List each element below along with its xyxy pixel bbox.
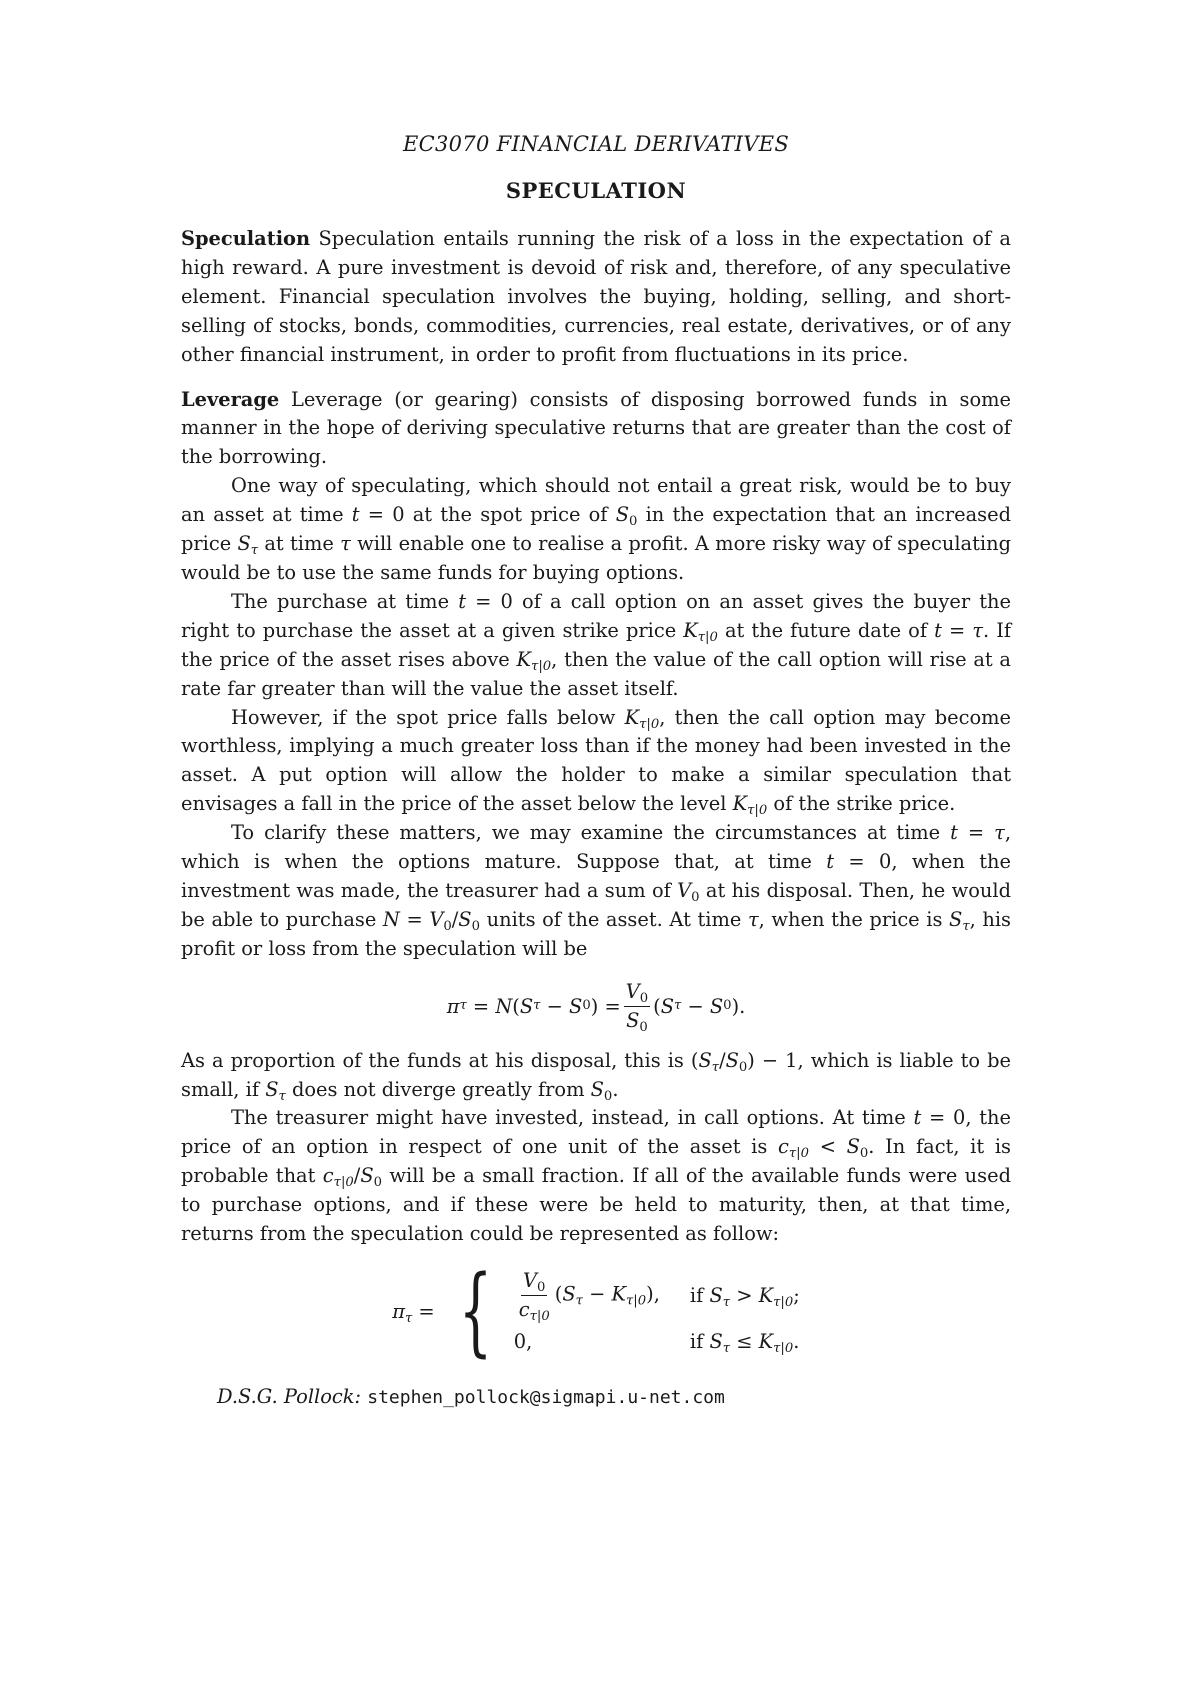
paragraph-put-option: However, if the spot price falls below $K_{\tau|0}$, then the call option may become worthless, implying a much greater loss than if the money had been invested in the asset. A put option will allow the holder to make a similar speculation that envisages a fall in the price of the asset below the level $K_{\tau|0}$ of the strike price. [181, 705, 1012, 819]
author-email[interactable]: stephen_pollock@sigmapi.u-net.com [367, 1387, 725, 1408]
paragraph-spot-price: One way of speculating, which should not entail a great risk, would be to buy an asset at time t = 0 at the spot price of $S_0$ in the expectation that an increased price $S_\tau$ at time τ will enable one to realise a profit. A more risky way of speculating would be to use the same funds for buying options. [181, 474, 1012, 584]
leverage-text: Leverage (or gearing) consists of disposing borrowed funds in some manner in the hope of deriving speculative returns that are greater than the cost of the borrowing. [181, 387, 1011, 469]
speculation-heading: Speculation [181, 227, 311, 250]
document-body [181, 132, 1011, 1408]
paragraph-proportion: As a proportion of the funds at his disposal, this is $(S_\tau/S_0) - 1$, which is liable to be small, if $S_\tau$ does not diverge greatly from $S_0$. [181, 1048, 1011, 1104]
paragraph-call-investment: The treasurer might have invested, instead, in call options. At time t = 0, the price of an option in respect of one unit of the asset is $c_{\tau|0} < S_0$. In fact, it is probable that $c_{\tau|0}/S_0$ will be a small fraction. If all of the available funds were used to purchase options, and if these were be held to maturity, then, at that time, returns from the speculation could be represented as follow: [181, 1106, 1011, 1246]
fraction-v0-s0: $\frac{V_0}{S_0}$ [625, 979, 649, 1035]
fraction-v0-c: $\frac{V_0}{c_{\tau|0}}$ [518, 1269, 550, 1324]
author-name: D.S.G. Pollock: [217, 1385, 362, 1408]
paragraph-treasurer: To clarify these matters, we may examine the circumstances at time t = τ, which is when the options mature. Suppose that, at time t = 0, when the investment was made, the treasurer had a sum of $V_0$ at his disposal. Then, he would be able to purchase $N = V_0/S_0$ units of the asset. At time τ, when the price is $S_\tau$, his profit or loss from the speculation will be [181, 821, 1012, 960]
course-header: EC3070 FINANCIAL DERIVATIVES [402, 132, 790, 156]
speculation-text: Speculation entails running the risk of a loss in the expectation of a high reward. A pure investment is devoid of risk and, therefore, of any speculative element. Financial speculation involves the buying, holding, selling, and short-selling of stocks, bonds, commodities, currencies, real estate, derivatives, or of any other financial instrument, in order to profit from fluctuations in its price. [181, 227, 1011, 366]
paragraph-call-option: The purchase at time t = 0 of a call option on an asset gives the buyer the right to purchase the asset at a given strike price $K_{\tau|0}$ at the future date of t = τ. If the price of the asset rises above $K_{\tau|0}$, then the value of the call option will rise at a rate far greater than will the value the asset itself. [181, 589, 1012, 700]
leverage-heading: Leverage [181, 387, 280, 411]
leverage-paragraph [181, 386, 1011, 473]
profit-equation: π τ = N ( S τ − S 0 ) = $\frac{V_0}{S_0}$ ( S τ − S 0 ). [446, 979, 746, 1035]
author-footer [181, 1385, 1011, 1408]
page-title: SPECULATION [505, 178, 687, 203]
left-brace: { [458, 1255, 492, 1367]
speculation-paragraph [181, 225, 1011, 370]
piecewise-returns-equation: $\pi_\tau$ = { $\frac{V_0}{c_{\tau|0}}$ $(S_\tau - K_{\tau|0})$, if $S_\tau > K_{\tau|0}$; 0, if $S_\tau \le K_{\tau|0}$. [392, 1255, 800, 1367]
